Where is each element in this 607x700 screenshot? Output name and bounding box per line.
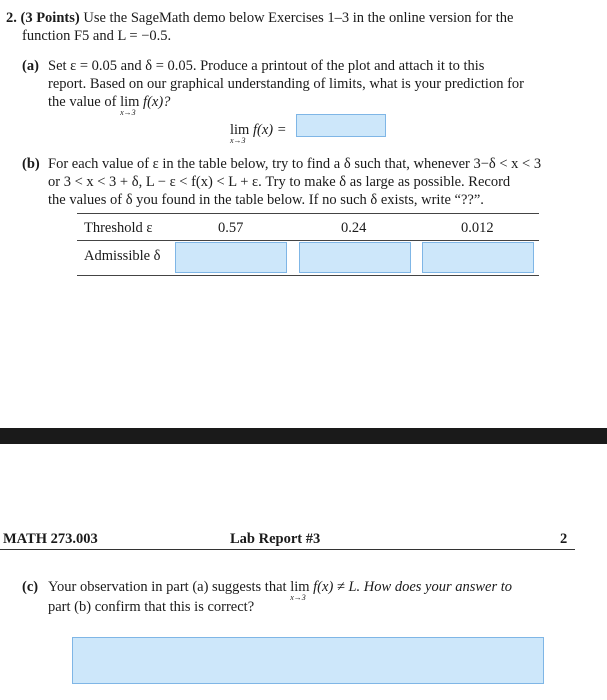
part-a-line1: Set ε = 0.05 and δ = 0.05. Produce a printout of the plot and attach it to this [48,58,485,74]
display-limit [230,121,287,145]
display-expr: f(x) = [252,122,287,138]
part-c-inline-limit [290,578,310,602]
display-lim [230,121,250,145]
delta-input-3[interactable] [422,242,534,273]
admissible-header: Admissible δ [84,248,161,264]
part-c-line1-post: f(x) ≠ L. How does your answer to [313,579,513,595]
part-c-line1-pre: Your observation in part (a) suggests that [48,579,287,595]
part-a-label: (a) [22,58,39,74]
delta-input-1[interactable] [175,242,287,273]
part-c-lim-subscript: x→3 [290,593,306,602]
problem-intro-text: Use the SageMath demo below Exercises 1–3 in the online version for the [83,10,514,26]
threshold-value-1: 0.57 [218,220,244,236]
display-lim-subscript: x→3 [230,136,246,145]
table-mid-rule [77,240,539,241]
part-c-label: (c) [22,579,39,595]
course-code: MATH 273.003 [3,531,98,547]
part-a-line3-post: f(x)? [143,94,171,110]
part-b-line3: the values of δ you found in the table below. If no such δ exists, write “??”. [48,192,484,208]
page-separator [0,428,607,444]
part-b-label: (b) [22,156,40,172]
part-c-answer-field[interactable] [72,637,544,684]
problem-intro-line1 [6,9,513,27]
part-c-line2: part (b) confirm that this is correct? [48,599,255,615]
part-b-line1: For each value of ε in the table below, try to find a δ such that, whenever 3−δ < x < 3 [48,156,542,172]
lim-operator: lim [120,94,140,110]
problem-number: 2. [6,10,17,26]
delta-input-2[interactable] [299,242,411,273]
part-a-line2: report. Based on our graphical understanding of limits, what is your prediction for [48,76,524,92]
header-rule [0,549,575,550]
problem-intro-line2: function F5 and L = −0.5. [22,28,172,44]
part-c-lim-operator: lim [290,579,310,595]
table-top-rule [77,213,539,214]
page-number: 2 [560,531,568,547]
report-title: Lab Report #3 [230,531,321,547]
threshold-value-2: 0.24 [341,220,367,236]
table-bottom-rule [77,275,539,276]
threshold-header: Threshold ε [84,220,153,236]
part-a-line3 [48,93,171,117]
part-a-inline-limit [120,93,140,117]
part-b-line2: or 3 < x < 3 + δ, L − ε < f(x) < L + ε. Try to make δ as large as possible. Record [48,174,511,190]
part-a-line3-pre: the value of [48,94,117,110]
part-a-answer-field[interactable] [296,114,386,137]
lim-subscript: x→3 [120,108,136,117]
threshold-value-3: 0.012 [461,220,494,236]
part-c-line1 [48,578,513,602]
display-lim-operator: lim [230,122,250,138]
problem-points: (3 Points) [20,10,80,26]
